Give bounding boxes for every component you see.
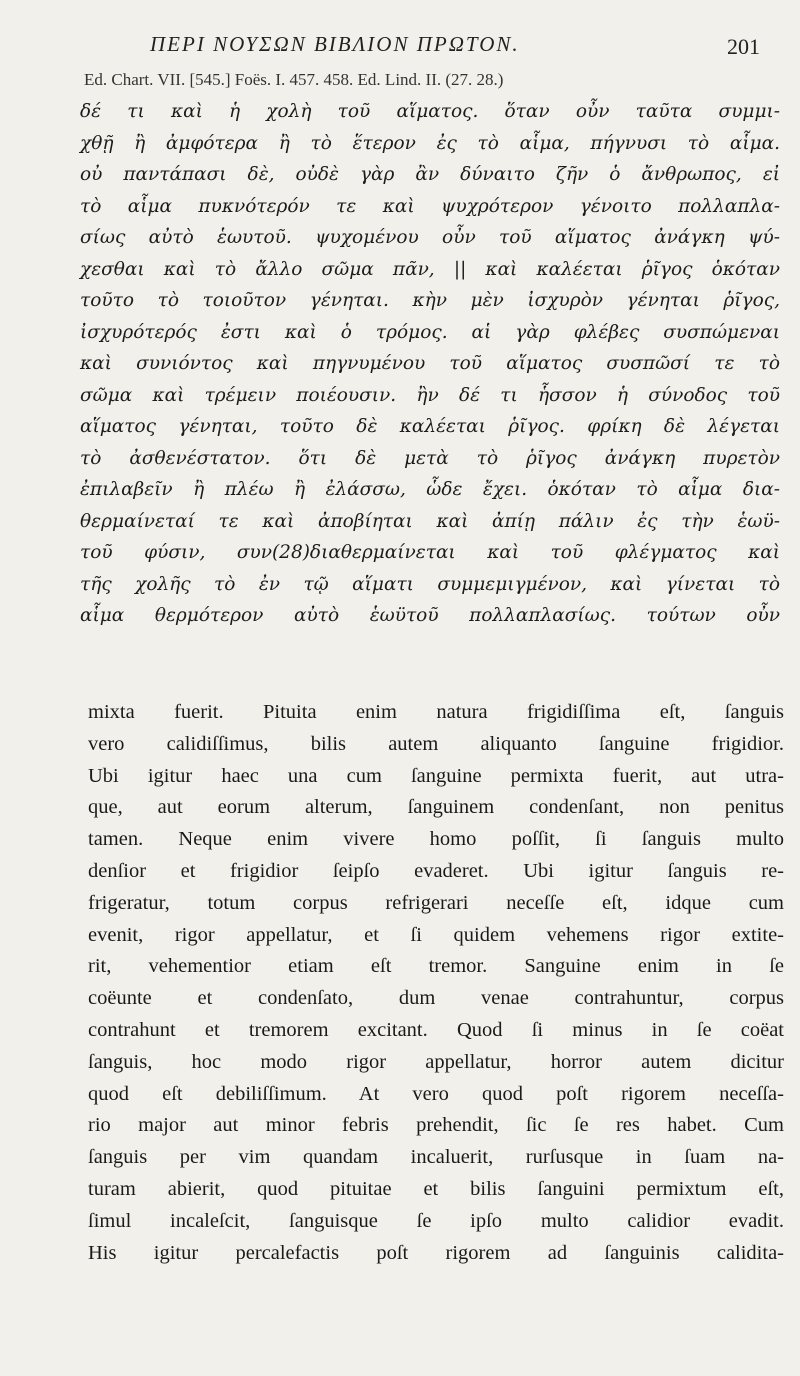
latin-text-line: turam abierit, quod pituitae et bilis ſanguini permixtum eſt, <box>88 1177 784 1200</box>
greek-text-line: ἐπιλαβεῖν ἢ πλέω ἢ ἐλάσσω, ὧδε ἔχει. ὁκόταν τὸ αἷμα δια- <box>80 479 780 500</box>
edition-references: Ed. Chart. VII. [545.] Foës. I. 457. 458. Ed. Lind. II. (27. 28.) <box>84 70 504 89</box>
latin-text-line: His igitur percalefactis poſt rigorem ad ſanguinis calidita- <box>88 1241 784 1264</box>
greek-text-line: τὸ ἀσθενέστατον. ὅτι δὲ μετὰ τὸ ῥῖγος ἀνάγκη πυρετὸν <box>80 447 780 469</box>
greek-text-line: αἷμα θερμότερον αὐτὸ ἑωϋτοῦ πολλαπλασίως. τούτων οὖν <box>80 605 780 626</box>
latin-text-line: mixta fuerit. Pituita enim natura frigidiſſima eſt, ſanguis <box>88 701 784 723</box>
latin-text-line: coëunte et condenſato, dum venae contrahuntur, corpus <box>88 987 784 1010</box>
running-title: ΠΕΡΙ ΝΟΥΣΩΝ ΒΙΒΛΙΟΝ ΠΡΩΤΟΝ. <box>150 32 520 56</box>
greek-text-line: τῆς χολῆς τὸ ἐν τῷ αἵματι συμμεμιγμένον, καὶ γίνεται τὸ <box>80 573 780 595</box>
page-number: 201 <box>727 34 760 59</box>
latin-text-line: rio major aut minor febris prehendit, ſic ſe res habet. Cum <box>88 1114 784 1137</box>
latin-text-line: tamen. Neque enim vivere homo poſſit, ſi ſanguis multo <box>88 828 784 851</box>
latin-text-line: evenit, rigor appellatur, et ſi quidem vehemens rigor extite- <box>88 923 784 946</box>
greek-text-line: τοῦτο τὸ τοιοῦτον γένηται. κὴν μὲν ἰσχυρὸν γένηται ῥῖγος, <box>80 290 780 311</box>
latin-text-line: denſior et frigidior ſeipſo evaderet. Ubi igitur ſanguis re- <box>88 859 784 882</box>
latin-text-line: contrahunt et tremorem excitant. Quod ſi minus in ſe coëat <box>88 1018 784 1041</box>
latin-text-line: vero calidiſſimus, bilis autem aliquanto ſanguine frigidior. <box>88 732 784 755</box>
latin-text-line: frigeratur, totum corpus refrigerari neceſſe eſt, idque cum <box>88 891 784 914</box>
latin-text-line: Ubi igitur haec una cum ſanguine permixta fuerit, aut utra- <box>88 764 784 787</box>
greek-text-line: δέ τι καὶ ἡ χολὴ τοῦ αἵματος. ὅταν οὖν ταῦτα συμμι- <box>80 101 780 122</box>
greek-text-line: τὸ αἷμα πυκνότερόν τε καὶ ψυχρότερον γένοιτο πολλαπλα- <box>80 195 780 217</box>
greek-text-line: σίως αὐτὸ ἑωυτοῦ. ψυχομένου οὖν τοῦ αἵματος ἀνάγκη ψύ- <box>80 227 780 248</box>
greek-text-line: οὐ παντάπασι δὲ, οὐδὲ γὰρ ἂν δύναιτο ζῆν ὁ ἄνθρωπος, εἰ <box>80 164 780 185</box>
latin-text-line: que, aut eorum alterum, ſanguinem condenſant, non penitus <box>88 796 784 819</box>
greek-text-line: αἵματος γένηται, τοῦτο δὲ καλέεται ῥῖγος. φρίκη δὲ λέγεται <box>80 416 780 437</box>
greek-text-line: σῶμα καὶ τρέμειν ποιέουσιν. ἢν δέ τι ἧσσον ἡ σύνοδος τοῦ <box>80 384 780 406</box>
greek-text-line: χεσθαι καὶ τὸ ἄλλο σῶμα πᾶν, || καὶ καλέεται ῥῖγος ὁκόταν <box>80 258 780 280</box>
greek-text-line: χθῇ ἢ ἀμφότερα ἢ τὸ ἕτερον ἐς τὸ αἷμα, πήγνυσι τὸ αἷμα. <box>80 132 780 154</box>
greek-text-line: τοῦ φύσιν, συν(28)διαθερμαίνεται καὶ τοῦ φλέγματος καὶ <box>80 542 780 563</box>
greek-text-line: ἰσχυρότερός ἐστι καὶ ὁ τρόμος. αἱ γὰρ φλέβες συσπώμεναι <box>80 321 780 343</box>
latin-text-line: ſanguis per vim quandam incaluerit, rurſusque in ſuam na- <box>88 1146 784 1169</box>
latin-text-line: rit, vehementior etiam eſt tremor. Sanguine enim in ſe <box>88 955 784 978</box>
greek-text-line: θερμαίνεταί τε καὶ ἀποβίηται καὶ ἀπίῃ πάλιν ἐς τὴν ἑωϋ- <box>80 510 780 532</box>
greek-text-block <box>80 96 780 632</box>
latin-text-block <box>88 697 784 1269</box>
greek-text-line: καὶ συνιόντος καὶ πηγνυμένου τοῦ αἵματος συσπῶσί τε τὸ <box>80 353 780 374</box>
latin-text-line: ſanguis, hoc modo rigor appellatur, horror autem dicitur <box>88 1050 784 1073</box>
latin-text-line: quod eſt debiliſſimum. At vero quod poſt rigorem neceſſa- <box>88 1082 784 1105</box>
page-header <box>80 30 764 64</box>
latin-text-line: ſimul incaleſcit, ſanguisque ſe ipſo multo calidior evadit. <box>88 1209 784 1232</box>
